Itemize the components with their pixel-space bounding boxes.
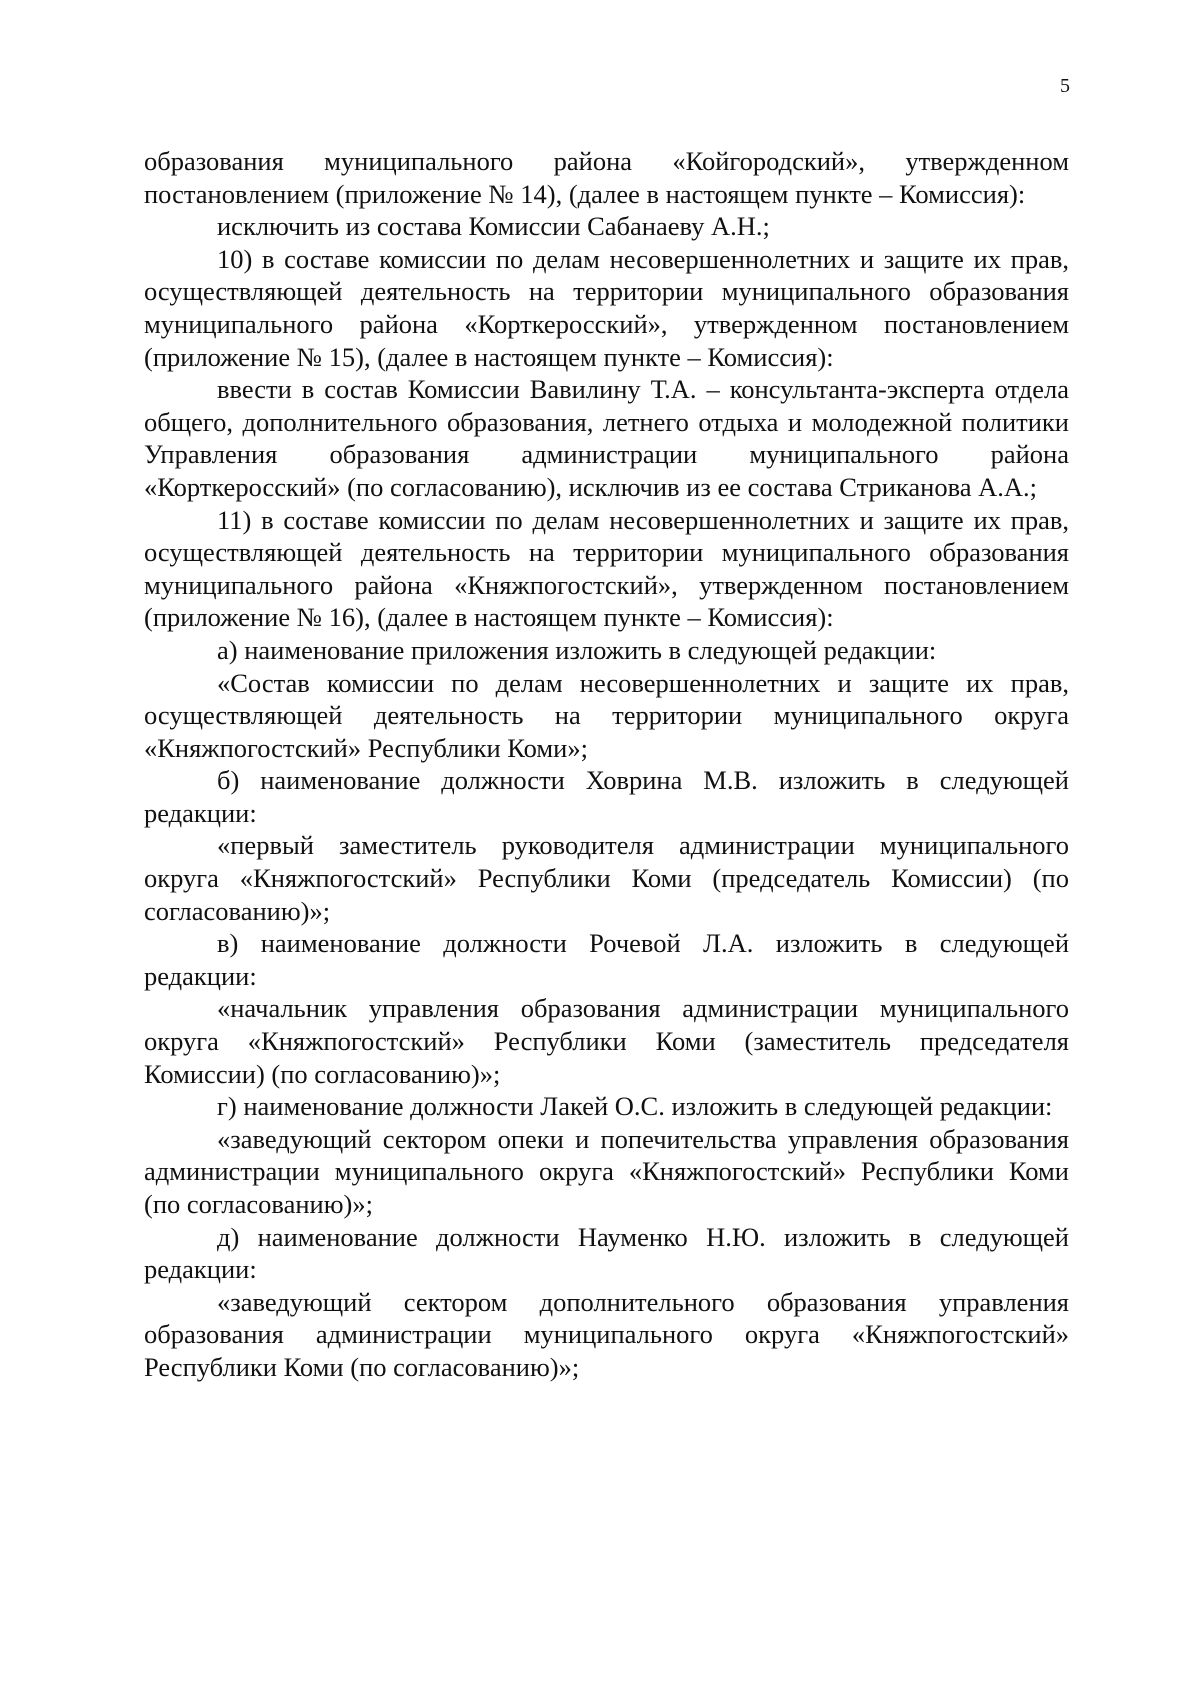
- paragraph-item-10: 10) в составе комиссии по делам несовершеннолетних и защите их прав, осуществляющей деятельность на территории муниципального образования муниципального района «Корткеросский», утвержденном постановлением (приложение № 15), (далее в настоящем пункте – Комиссия):: [144, 243, 1069, 372]
- paragraph-quote-b: «первый заместитель руководителя администрации муниципального округа «Княжпогостский» Республики Коми (председатель Комиссии) (по согласованию)»;: [144, 830, 1069, 926]
- paragraph-quote-a: «Состав комиссии по делам несовершеннолетних и защите их прав, осуществляющей деятельность на территории муниципального округа «Княжпогостский» Республики Коми»;: [144, 667, 1069, 763]
- paragraph-subitem-a: а) наименование приложения изложить в следующей редакции:: [217, 634, 937, 665]
- paragraph-include-vavilina: ввести в состав Комиссии Вавилину Т.А. – консультанта-эксперта отдела общего, дополнительного образования, летнего отдыха и молодежной политики Управления образования администрации муниципального района «Корткеросский» (по согласованию), исключив из ее состава Стриканова А.А.;: [144, 374, 1069, 502]
- document-body: [144, 145, 1069, 1384]
- paragraph-subitem-d: д) наименование должности Науменко Н.Ю. изложить в следующей редакции:: [144, 1221, 1069, 1285]
- paragraph-exclude-sabanaeva: исключить из состава Комиссии Сабанаеву А.Н.;: [217, 211, 770, 242]
- paragraph-quote-d: «заведующий сектором дополнительного образования управления образования администрации муниципального округа «Княжпогостский» Республики Коми (по согласованию)»;: [144, 1286, 1069, 1382]
- paragraph-item-11: 11) в составе комиссии по делам несовершеннолетних и защите их прав, осуществляющей деятельность на территории муниципального образования муниципального района «Княжпогостский», утвержденном постановлением (приложение № 16), (далее в настоящем пункте – Комиссия):: [144, 504, 1069, 633]
- paragraph-quote-g: «заведующий сектором опеки и попечительства управления образования администрации муниципального округа «Княжпогостский» Республики Коми (по согласованию)»;: [144, 1123, 1069, 1219]
- page-number: 5: [1060, 75, 1070, 97]
- paragraph-subitem-g: г) наименование должности Лакей О.С. изложить в следующей редакции:: [217, 1091, 1053, 1122]
- paragraph-subitem-b: б) наименование должности Ховрина М.В. изложить в следующей редакции:: [144, 765, 1069, 828]
- paragraph-subitem-v: в) наименование должности Рочевой Л.А. изложить в следующей редакции:: [144, 928, 1069, 991]
- paragraph-quote-v: «начальник управления образования администрации муниципального округа «Княжпогостский» Республики Коми (заместитель председателя Комиссии) (по согласованию)»;: [144, 993, 1069, 1089]
- paragraph-continuation: образования муниципального района «Койгородский», утвержденном постановлением (приложение № 14), (далее в настоящем пункте – Комиссия):: [144, 146, 1069, 209]
